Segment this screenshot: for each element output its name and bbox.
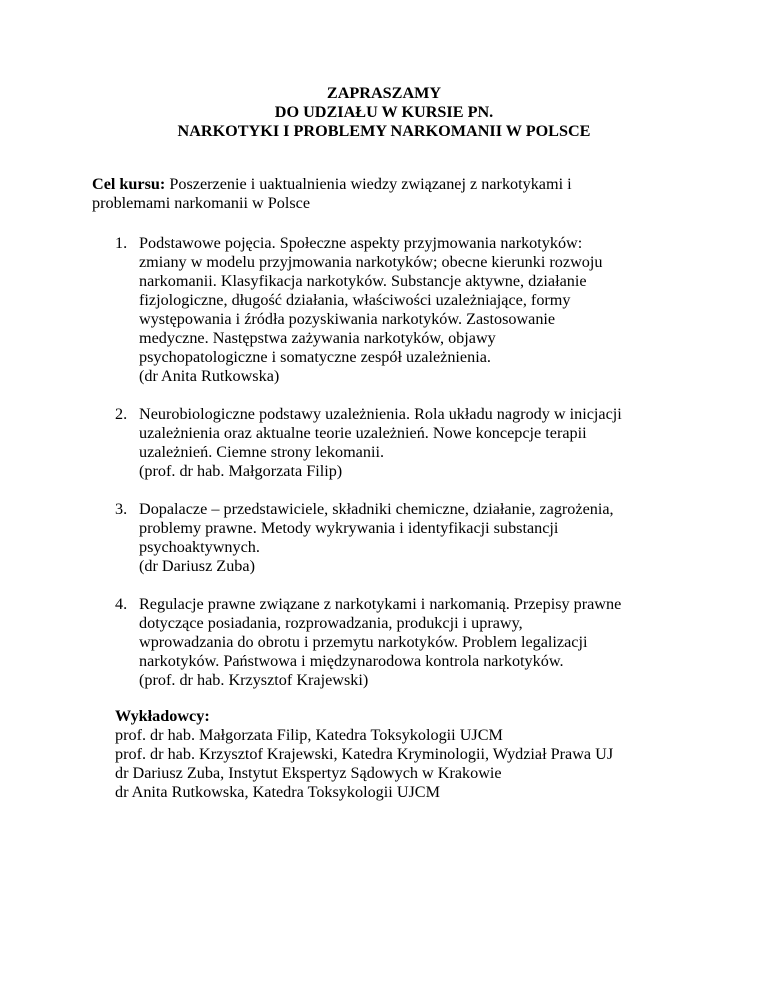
- document-heading: [0, 84, 768, 141]
- lecturer-line: dr Anita Rutkowska, Katedra Toksykologii UJCM: [115, 783, 440, 801]
- course-topic-item: [115, 500, 695, 576]
- heading-line-2: DO UDZIAŁU W KURSIE PN.: [274, 103, 494, 121]
- lecturers-section: [115, 707, 715, 802]
- course-goal-text-1: Poszerzenie i uaktualnienia wiedzy związanej z narkotykami i: [169, 175, 572, 193]
- topic-text-line: problemy prawne. Metody wykrywania i identyfikacji substancji: [139, 519, 559, 537]
- lecturers-title: Wykładowcy:: [115, 707, 210, 725]
- topic-text-line: Dopalacze – przedstawiciele, składniki chemiczne, działanie, zagrożenia,: [139, 500, 614, 518]
- lecturer-line: prof. dr hab. Małgorzata Filip, Katedra Toksykologii UJCM: [115, 726, 503, 744]
- heading-line-1: ZAPRASZAMY: [326, 84, 442, 102]
- lecturer-line: dr Dariusz Zuba, Instytut Ekspertyz Sądowych w Krakowie: [115, 764, 502, 782]
- topic-text-line: Regulacje prawne związane z narkotykami i narkomanią. Przepisy prawne: [139, 595, 622, 613]
- course-topic-item: [115, 405, 695, 481]
- topic-text-line: fizjologiczne, długość działania, właściwości uzależniające, formy: [139, 291, 571, 309]
- course-topics-list: [115, 234, 695, 709]
- course-goal-text-2: problemami narkomanii w Polsce: [92, 194, 311, 212]
- topic-text-line: wprowadzania do obrotu i przemytu narkotyków. Problem legalizacji: [139, 633, 588, 651]
- topic-number: 2.: [115, 405, 128, 423]
- topic-number: 1.: [115, 234, 128, 252]
- topic-text-line: narkomanii. Klasyfikacja narkotyków. Substancje aktywne, działanie: [139, 272, 587, 290]
- topic-number: 4.: [115, 595, 128, 613]
- topic-text-line: medyczne. Następstwa zażywania narkotyków, objawy: [139, 329, 496, 347]
- topic-text-line: uzależnienia oraz aktualne teorie uzależnień. Nowe koncepcje terapii: [139, 424, 587, 442]
- topic-text-line: występowania i źródła pozyskiwania narkotyków. Zastosowanie: [139, 310, 556, 328]
- topic-text-line: Neurobiologiczne podstawy uzależnienia. Rola układu nagrody w inicjacji: [139, 405, 622, 423]
- course-topic-item: [115, 234, 695, 386]
- course-goal: [92, 175, 692, 213]
- topic-text-line: uzależnień. Ciemne strony lekomanii.: [139, 443, 384, 461]
- topic-text-line: narkotyków. Państwowa i międzynarodowa kontrola narkotyków.: [139, 652, 564, 670]
- topic-text-line: Podstawowe pojęcia. Społeczne aspekty przyjmowania narkotyków:: [139, 234, 583, 252]
- topic-lecturer: (dr Dariusz Zuba): [139, 557, 255, 575]
- topic-lecturer: (prof. dr hab. Krzysztof Krajewski): [139, 671, 369, 689]
- course-goal-line-1: [92, 175, 692, 194]
- topic-lecturer: (prof. dr hab. Małgorzata Filip): [139, 462, 343, 480]
- course-goal-label: Cel kursu:: [92, 175, 166, 193]
- topic-text-line: psychopatologiczne i somatyczne zespół uzależnienia.: [139, 348, 491, 366]
- topic-number: 3.: [115, 500, 128, 518]
- topic-text-line: zmiany w modelu przyjmowania narkotyków; obecne kierunki rozwoju: [139, 253, 603, 271]
- course-topic-item: [115, 595, 695, 690]
- heading-line-3: NARKOTYKI I PROBLEMY NARKOMANII W POLSCE: [177, 122, 591, 140]
- lecturer-line: prof. dr hab. Krzysztof Krajewski, Katedra Kryminologii, Wydział Prawa UJ: [115, 745, 614, 763]
- topic-lecturer: (dr Anita Rutkowska): [139, 367, 280, 385]
- topic-text-line: dotyczące posiadania, rozprowadzania, produkcji i uprawy,: [139, 614, 523, 632]
- topic-text-line: psychoaktywnych.: [139, 538, 260, 556]
